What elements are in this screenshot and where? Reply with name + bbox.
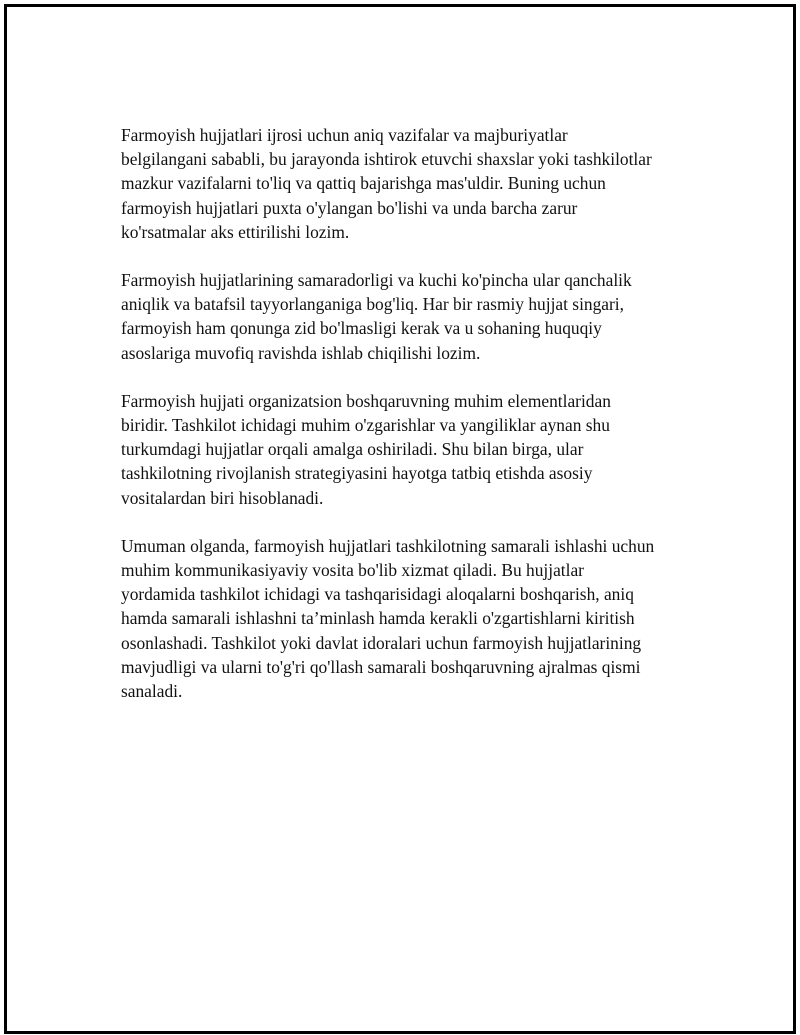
paragraph-line: vositalardan biri hisoblanadi. (121, 487, 324, 508)
document-body (121, 123, 691, 727)
paragraph-line: farmoyish ham qonunga zid bo'lmasligi kerak va u sohaning huquqiy (121, 318, 602, 339)
page-frame (4, 4, 796, 1034)
paragraph-line: aniqlik va batafsil tayyorlanganiga bog'liq. Har bir rasmiy hujjat singari, (121, 294, 624, 315)
paragraph-2 (121, 268, 691, 365)
paragraph-line: farmoyish hujjatlari puxta o'ylangan bo'lishi va unda barcha zarur (121, 197, 578, 218)
paragraph-line: mazkur vazifalarni to'liq va qattiq bajarishga mas'uldir. Buning uchun (121, 173, 606, 194)
paragraph-line: hamda samarali ishlashni ta’minlash hamda kerakli o'zgartishlarni kiritish (121, 608, 635, 629)
paragraph-line: osonlashadi. Tashkilot yoki davlat idoralari uchun farmoyish hujjatlarining (121, 632, 642, 653)
paragraph-line: Farmoyish hujjati organizatsion boshqaruvning muhim elementlaridan (121, 390, 611, 411)
paragraph-4 (121, 534, 691, 703)
paragraph-line: yordamida tashkilot ichidagi va tashqarisidagi aloqalarni boshqarish, aniq (121, 584, 634, 605)
paragraph-line: sanaladi. (121, 681, 183, 702)
paragraph-line: Umuman olganda, farmoyish hujjatlari tashkilotning samarali ishlashi uchun (121, 535, 655, 556)
paragraph-line: ko'rsatmalar aks ettirilishi lozim. (121, 221, 350, 242)
paragraph-line: Farmoyish hujjatlarining samaradorligi va kuchi ko'pincha ular qanchalik (121, 270, 632, 291)
paragraph-line: muhim kommunikasiyaviy vosita bo'lib xizmat qiladi. Bu hujjatlar (121, 560, 584, 581)
paragraph-line: turkumdagi hujjatlar orqali amalga oshiriladi. Shu bilan birga, ular (121, 439, 584, 460)
paragraph-1 (121, 123, 691, 244)
paragraph-line: belgilangani sababli, bu jarayonda ishtirok etuvchi shaxslar yoki tashkilotlar (121, 149, 652, 170)
paragraph-line: tashkilotning rivojlanish strategiyasini hayotga tatbiq etishda asosiy (121, 463, 593, 484)
paragraph-line: mavjudligi va ularni to'g'ri qo'llash samarali boshqaruvning ajralmas qismi (121, 656, 641, 677)
paragraph-line: biridir. Tashkilot ichidagi muhim o'zgarishlar va yangiliklar aynan shu (121, 415, 610, 436)
paragraph-3 (121, 389, 691, 510)
paragraph-line: asoslariga muvofiq ravishda ishlab chiqilishi lozim. (121, 342, 481, 363)
paragraph-line: Farmoyish hujjatlari ijrosi uchun aniq vazifalar va majburiyatlar (121, 125, 568, 145)
